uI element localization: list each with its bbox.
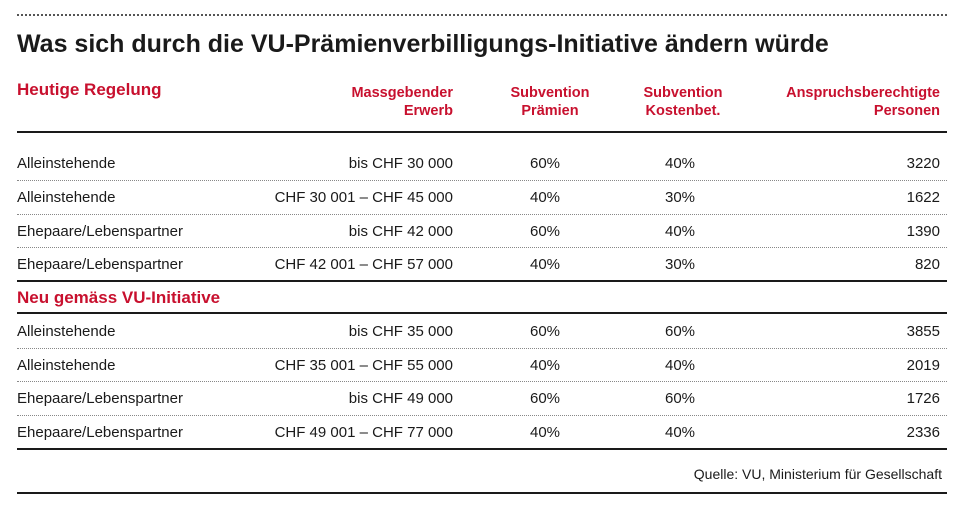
header-eligible-line1: Anspruchsberechtigte (786, 85, 940, 101)
cell-subsidy-costs: 60% (665, 323, 696, 340)
cell-eligible: 2336 (906, 424, 940, 441)
footer-rule (17, 492, 947, 494)
section-title-new: Neu gemäss VU-Initiative (17, 288, 221, 307)
cell-subsidy-premium: 40% (530, 256, 561, 273)
cell-eligible: 3220 (906, 155, 940, 172)
cell-eligible: 820 (914, 256, 940, 273)
cell-income: CHF 49 001 – CHF 77 000 (274, 424, 453, 441)
cell-subsidy-costs: 40% (665, 155, 696, 172)
cell-income: CHF 30 001 – CHF 45 000 (274, 189, 453, 206)
section-rule (17, 280, 947, 282)
cell-eligible: 1622 (906, 189, 940, 206)
page-title: Was sich durch die VU-Prämienverbilligungs-Initiative ändern würde (17, 30, 829, 58)
header-eligible (786, 84, 940, 120)
section-rule (17, 312, 947, 314)
header-subsidy-premium (500, 84, 600, 120)
header-subsidy-costs-line2: Kostenbet. (645, 103, 721, 119)
header-income (351, 84, 453, 120)
cell-subsidy-premium: 60% (530, 155, 561, 172)
cell-subsidy-costs: 60% (665, 390, 696, 407)
cell-subsidy-costs: 40% (665, 357, 696, 374)
table-row (0, 215, 959, 248)
header-eligible-line2: Personen (873, 103, 940, 119)
table-row (0, 315, 959, 348)
cell-income: CHF 35 001 – CHF 55 000 (274, 357, 453, 374)
table-row (0, 248, 959, 281)
cell-subsidy-premium: 40% (530, 357, 561, 374)
header-rule (17, 131, 947, 133)
section-title-current: Heutige Regelung (17, 80, 162, 99)
cell-category: Alleinstehende (17, 357, 116, 374)
cell-eligible: 1390 (906, 223, 940, 240)
cell-subsidy-costs: 40% (665, 223, 696, 240)
cell-income: bis CHF 49 000 (348, 390, 453, 407)
top-dotted-rule (17, 14, 947, 16)
cell-eligible: 1726 (906, 390, 940, 407)
header-subsidy-costs-line1: Subvention (643, 85, 723, 101)
cell-category: Ehepaare/Lebenspartner (17, 390, 183, 407)
cell-subsidy-premium: 60% (530, 390, 561, 407)
table-row (0, 382, 959, 415)
header-subsidy-premium-line2: Prämien (521, 103, 579, 119)
cell-subsidy-costs: 30% (665, 256, 696, 273)
table-row (0, 181, 959, 214)
cell-subsidy-premium: 60% (530, 323, 561, 340)
header-subsidy-premium-line1: Subvention (510, 85, 590, 101)
cell-category: Ehepaare/Lebenspartner (17, 424, 183, 441)
cell-category: Alleinstehende (17, 155, 116, 172)
table-row (0, 349, 959, 382)
table-row (0, 147, 959, 180)
cell-subsidy-costs: 40% (665, 424, 696, 441)
cell-category: Ehepaare/Lebenspartner (17, 256, 183, 273)
cell-category: Alleinstehende (17, 189, 116, 206)
cell-income: bis CHF 42 000 (348, 223, 453, 240)
table-row (0, 416, 959, 449)
cell-category: Alleinstehende (17, 323, 116, 340)
cell-category: Ehepaare/Lebenspartner (17, 223, 183, 240)
cell-subsidy-costs: 30% (665, 189, 696, 206)
header-income-line2: Erwerb (403, 103, 453, 119)
cell-subsidy-premium: 40% (530, 189, 561, 206)
cell-subsidy-premium: 60% (530, 223, 561, 240)
cell-eligible: 3855 (906, 323, 940, 340)
header-income-line1: Massgebender (351, 85, 453, 101)
source-note: Quelle: VU, Ministerium für Gesellschaft (693, 466, 942, 482)
cell-income: bis CHF 35 000 (348, 323, 453, 340)
cell-subsidy-premium: 40% (530, 424, 561, 441)
cell-eligible: 2019 (906, 357, 940, 374)
cell-income: bis CHF 30 000 (348, 155, 453, 172)
table-bottom-rule (17, 448, 947, 450)
header-subsidy-costs (633, 84, 733, 120)
cell-income: CHF 42 001 – CHF 57 000 (274, 256, 453, 273)
